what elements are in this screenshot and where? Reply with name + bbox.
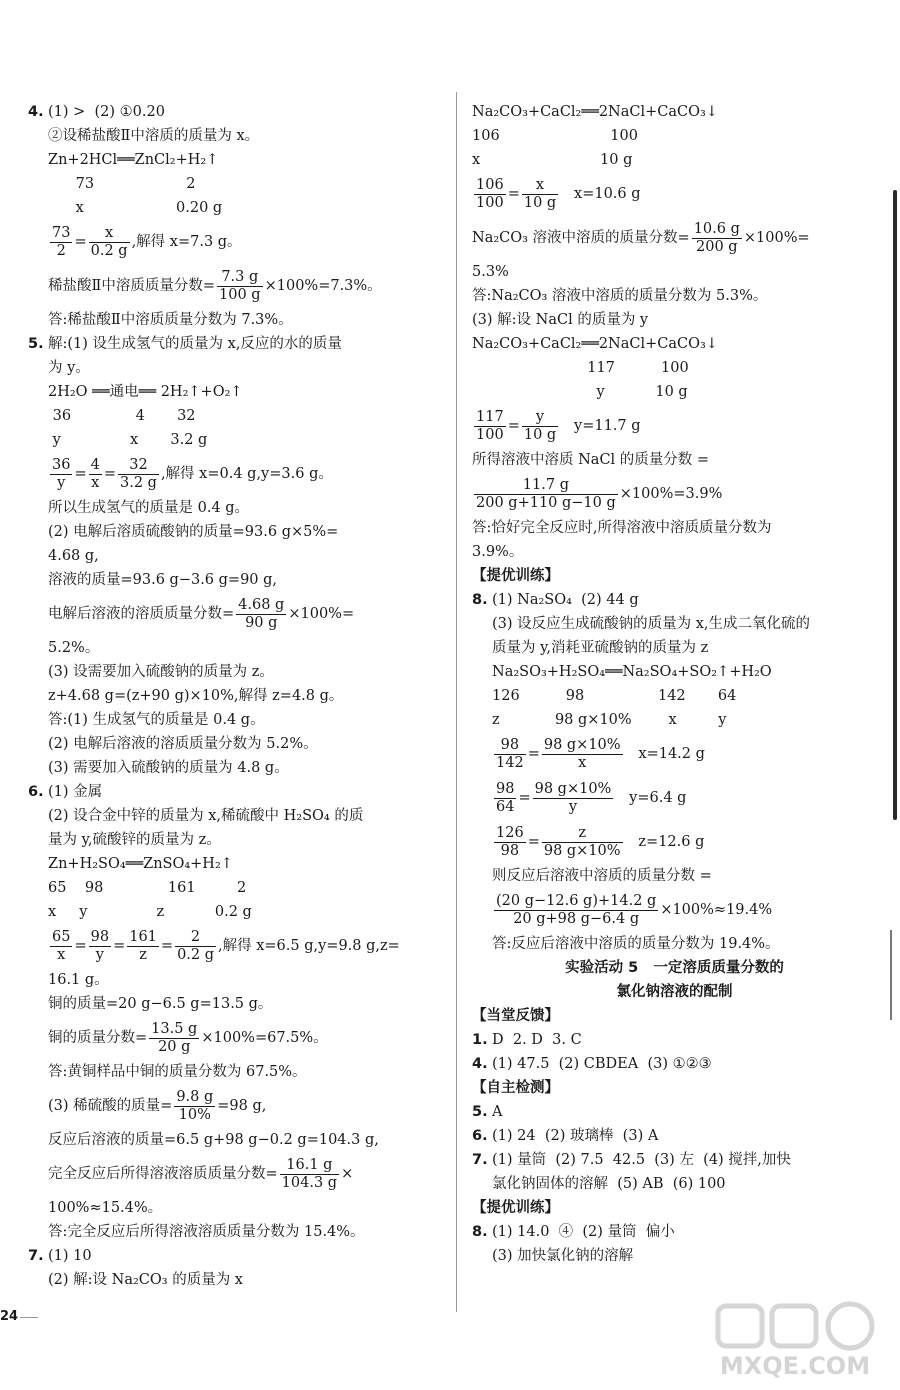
answer-line	[472, 732, 877, 776]
left-answer-column	[28, 100, 438, 1292]
answer-line	[472, 472, 877, 516]
fraction-denominator: 3.2 g	[120, 474, 157, 491]
line-text: x y z 0.2 g	[48, 904, 252, 920]
answer-line	[28, 100, 438, 124]
answer-line	[472, 260, 877, 284]
fraction-denominator: 0.2 g	[90, 242, 128, 259]
fraction-denominator: 104.3 g	[281, 1174, 338, 1191]
answer-line	[28, 660, 438, 684]
fraction-numerator: 4.68 g	[238, 596, 285, 613]
fraction-numerator: 117	[476, 408, 504, 425]
answer-line	[28, 124, 438, 148]
fraction	[280, 1157, 339, 1192]
answer-line	[472, 660, 877, 684]
line-text: 答:黄铜样品中铜的质量分数为 67.5%。	[48, 1064, 307, 1080]
line-text: 【当堂反馈】	[472, 1008, 559, 1024]
answer-line	[28, 732, 438, 756]
fraction-numerator: 98	[90, 928, 110, 945]
question-number: 7.	[472, 1152, 488, 1168]
answer-line	[472, 172, 877, 216]
fraction-denominator: 100	[476, 194, 504, 211]
fraction-numerator: 98	[494, 737, 526, 755]
fraction-numerator: z	[542, 825, 623, 843]
answer-line	[472, 612, 877, 636]
line-text: y=11.7 g	[560, 418, 641, 434]
line-text: 为 y。	[48, 360, 90, 376]
equals-sign: =	[518, 790, 531, 806]
answer-line	[472, 1196, 877, 1220]
line-text: x 0.20 g	[48, 200, 223, 216]
line-text: 则反应后溶液中溶质的质量分数 =	[492, 868, 712, 884]
line-prefix-text: 电解后溶液的溶质质量分数=	[48, 606, 235, 622]
answer-line	[28, 708, 438, 732]
answer-line	[28, 332, 438, 356]
binding-edge-mark-lower	[890, 930, 892, 1020]
line-text: ×100%=67.5%。	[201, 1030, 328, 1046]
fraction-numerator: 9.8 g	[176, 1088, 214, 1105]
question-number: 6.	[28, 784, 44, 800]
line-text: 解:(1) 设生成氢气的质量为 x,反应的水的质量	[48, 336, 342, 352]
answer-line	[472, 404, 877, 448]
line-text: y x 3.2 g	[48, 432, 208, 448]
line-text: (3) 设反应生成硫酸钠的质量为 x,生成二氧化硫的	[492, 616, 811, 632]
answer-line	[28, 992, 438, 1016]
fraction-numerator: 126	[496, 824, 524, 841]
line-text: A	[492, 1104, 503, 1120]
fraction-denominator: z	[139, 946, 147, 963]
line-text: 量为 y,硫酸锌的质量为 z。	[48, 832, 221, 848]
fraction	[542, 825, 623, 860]
answer-line	[28, 308, 438, 332]
fraction	[174, 1089, 215, 1124]
line-text: (3) 加快氯化钠的溶解	[492, 1248, 634, 1264]
line-text: 5.3%	[472, 264, 509, 280]
line-text: (3) 解:设 NaCl 的质量为 y	[472, 312, 649, 328]
question-number: 5.	[472, 1104, 488, 1120]
line-text: D 2. D 3. C	[492, 1032, 582, 1048]
fraction-denominator: 10 g	[523, 194, 557, 211]
answer-line	[28, 196, 438, 220]
line-text: 2H₂O ══通电══ 2H₂↑+O₂↑	[48, 384, 243, 400]
equals-sign: =	[103, 466, 116, 482]
fraction-denominator: 100	[476, 426, 504, 443]
line-text: Na₂CO₃+CaCl₂══2NaCl+CaCO₃↓	[472, 336, 718, 352]
line-text: 答:(1) 生成氢气的质量是 0.4 g。	[48, 712, 265, 728]
answer-line	[28, 1196, 438, 1220]
answer-line	[472, 980, 877, 1004]
watermark-text: MXQE.COM	[719, 1352, 871, 1380]
answer-line	[472, 1148, 877, 1172]
question-number: 7.	[28, 1248, 44, 1264]
line-text: x=10.6 g	[560, 186, 641, 202]
line-text: 氯化钠溶液的配制	[616, 984, 733, 1000]
fraction-denominator: y	[568, 798, 578, 815]
fraction-numerator: 10.6 g	[693, 220, 740, 237]
line-text: x 10 g	[472, 152, 633, 168]
line-text: z 98 g×10% x y	[492, 712, 727, 728]
fraction-denominator: x	[57, 946, 66, 963]
line-text: Zn+2HCl══ZnCl₂+H₂↑	[48, 152, 219, 168]
answer-line	[472, 308, 877, 332]
fraction-denominator: 2	[56, 242, 66, 259]
answer-line	[472, 684, 877, 708]
line-text: (3) 设需要加入硫酸钠的质量为 z。	[48, 664, 274, 680]
fraction-denominator: 200 g	[696, 238, 738, 255]
line-text: (1) > (2) ①0.20	[48, 104, 165, 120]
line-text: 117 100	[472, 360, 689, 376]
fraction	[542, 737, 623, 772]
fraction	[494, 893, 658, 928]
line-text: 16.1 g。	[48, 972, 109, 988]
answer-line	[28, 428, 438, 452]
answer-line	[472, 448, 877, 472]
answer-line	[472, 1244, 877, 1268]
line-text: x=14.2 g	[624, 746, 705, 762]
fraction-denominator: y	[95, 946, 104, 963]
fraction	[494, 737, 526, 772]
page-number: 24	[0, 1309, 19, 1324]
line-text: 【提优训练】	[472, 568, 559, 584]
line-text: (2) 电解后溶质硫酸钠的质量=93.6 g×5%=	[48, 524, 339, 540]
answer-line	[472, 776, 877, 820]
equals-sign: =	[74, 234, 87, 250]
answer-line	[28, 568, 438, 592]
line-text: 实验活动 5 一定溶质质量分数的	[565, 960, 784, 976]
answer-line	[472, 956, 877, 980]
line-text: (2) 设合金中锌的质量为 x,稀硫酸中 H₂SO₄ 的质	[48, 808, 364, 824]
fraction	[494, 781, 516, 816]
fraction	[522, 177, 558, 212]
answer-line	[472, 820, 877, 864]
line-text: 铜的质量=20 g−6.5 g=13.5 g。	[48, 996, 273, 1012]
line-text: (1) 24 (2) 玻璃棒 (3) A	[492, 1128, 659, 1144]
fraction-numerator: 16.1 g	[280, 1157, 339, 1175]
answer-line	[28, 968, 438, 992]
question-number: 8.	[472, 592, 488, 608]
fraction	[50, 457, 72, 492]
line-text: z=12.6 g	[624, 834, 705, 850]
line-text: 【提优训练】	[472, 1200, 559, 1216]
answer-line	[472, 284, 877, 308]
line-text: 100%≈15.4%。	[48, 1200, 163, 1216]
fraction	[50, 225, 72, 260]
answer-line	[472, 708, 877, 732]
fraction-denominator: 20 g+98 g−6.4 g	[513, 910, 640, 927]
fraction-numerator: (20 g−12.6 g)+14.2 g	[496, 892, 657, 909]
line-text: 答:完全反应后所得溶液溶质质量分数为 15.4%。	[48, 1224, 365, 1240]
answer-line	[472, 1076, 877, 1100]
line-text: 答:Na₂CO₃ 溶液中溶质的质量分数为 5.3%。	[472, 288, 768, 304]
answer-line	[28, 172, 438, 196]
answer-line	[472, 540, 877, 564]
question-number: 5.	[28, 336, 44, 352]
equals-sign: =	[160, 938, 174, 954]
line-text: z+4.68 g=(z+90 g)×10%,解得 z=4.8 g。	[48, 688, 344, 704]
answer-line	[472, 100, 877, 124]
fraction	[118, 457, 159, 492]
fraction-denominator: 200 g+110 g−10 g	[476, 494, 616, 511]
answer-line	[472, 1124, 877, 1148]
fraction-denominator: 64	[496, 798, 515, 815]
line-text: =98 g,	[217, 1098, 267, 1114]
equals-sign: =	[527, 834, 540, 850]
line-text: Zn+H₂SO₄══ZnSO₄+H₂↑	[48, 856, 233, 872]
equals-sign: =	[74, 466, 87, 482]
answer-line	[472, 888, 877, 932]
fraction-denominator: y	[57, 474, 66, 491]
answer-line	[28, 1128, 438, 1152]
fraction	[89, 929, 111, 964]
line-text: 5.2%。	[48, 640, 100, 656]
answer-line	[472, 564, 877, 588]
answer-line	[28, 1268, 438, 1292]
line-text: (1) 金属	[48, 784, 103, 800]
answer-line	[28, 148, 438, 172]
fraction-numerator: 13.5 g	[151, 1020, 198, 1037]
fraction	[474, 477, 618, 512]
answer-line	[28, 780, 438, 804]
fraction	[89, 457, 102, 492]
watermark-logo	[700, 1300, 890, 1386]
fraction	[522, 409, 558, 444]
answer-line	[28, 1152, 438, 1196]
answer-line	[472, 1172, 877, 1196]
fraction-numerator: 98 g×10%	[534, 780, 612, 797]
answer-line	[28, 356, 438, 380]
fraction-numerator: 2	[175, 929, 216, 947]
line-text: 所得溶液中溶质 NaCl 的质量分数 =	[472, 452, 710, 468]
answer-line	[472, 516, 877, 540]
answer-line	[28, 900, 438, 924]
answer-line	[28, 852, 438, 876]
fraction	[175, 929, 216, 964]
answer-line	[472, 636, 877, 660]
line-text: ×100%=3.9%	[619, 486, 723, 502]
answer-line	[472, 1028, 877, 1052]
fraction-denominator: x	[91, 474, 100, 491]
line-text: 3.9%。	[472, 544, 524, 560]
fraction	[127, 929, 159, 964]
line-prefix-text: (3) 稀硫酸的质量=	[48, 1098, 173, 1114]
fraction-numerator: 98 g×10%	[543, 736, 621, 753]
fraction-denominator: 0.2 g	[177, 946, 215, 963]
equals-sign: =	[527, 746, 540, 762]
binding-edge-mark	[893, 190, 897, 820]
fraction-numerator: y	[522, 409, 558, 427]
line-text: (1) Na₂SO₄ (2) 44 g	[492, 592, 639, 608]
answer-line	[28, 876, 438, 900]
answer-line	[472, 1220, 877, 1244]
line-text: 答:反应后溶液中溶质的质量分数为 19.4%。	[492, 936, 780, 952]
fraction-denominator: 98 g×10%	[543, 842, 621, 859]
line-text: ,解得 x=6.5 g,y=9.8 g,z=	[218, 938, 400, 954]
line-text: 126 98 142 64	[492, 688, 737, 704]
fraction-numerator: 11.7 g	[474, 477, 618, 495]
fraction-denominator: 90 g	[245, 614, 278, 631]
answer-line	[28, 1060, 438, 1084]
answer-line	[472, 1004, 877, 1028]
fraction	[533, 781, 614, 816]
line-text: ×	[341, 1166, 354, 1182]
answer-line	[472, 1100, 877, 1124]
fraction-denominator: 20 g	[158, 1038, 191, 1055]
line-text: 所以生成氢气的质量是 0.4 g。	[48, 500, 250, 516]
line-text: (1) 14.0 ④ (2) 量筒 偏小	[492, 1224, 675, 1240]
fraction	[217, 269, 263, 304]
line-text: y=6.4 g	[615, 790, 687, 806]
fraction-denominator: x	[578, 754, 587, 771]
fraction-numerator: 161	[129, 928, 157, 945]
answer-line	[472, 932, 877, 956]
question-number: 6.	[472, 1128, 488, 1144]
line-text: ×100%=	[288, 606, 355, 622]
question-number: 8.	[472, 1224, 488, 1240]
line-text: 36 4 32	[48, 408, 196, 424]
fraction-numerator: 4	[90, 456, 100, 473]
answer-line	[28, 1220, 438, 1244]
fraction-denominator: 10%	[178, 1106, 211, 1123]
fraction-numerator: 36	[52, 456, 71, 473]
right-answer-column	[472, 100, 877, 1268]
answer-line	[28, 1016, 438, 1060]
line-text: 106 100	[472, 128, 638, 144]
fraction-numerator: x	[522, 177, 558, 195]
equals-sign: =	[507, 418, 520, 434]
answer-line	[28, 520, 438, 544]
line-text: 氯化钠固体的溶解 (5) AB (6) 100	[492, 1176, 726, 1192]
line-text: 答:恰好完全反应时,所得溶液中溶质质量分数为	[472, 520, 772, 536]
line-prefix-text: Na₂CO₃ 溶液中溶质的质量分数=	[472, 230, 690, 246]
answer-line	[28, 1244, 438, 1268]
line-text: y 10 g	[472, 384, 688, 400]
answer-line	[28, 636, 438, 660]
line-text: 溶液的质量=93.6 g−3.6 g=90 g,	[48, 572, 278, 588]
fraction-numerator: 65	[52, 928, 71, 945]
fraction-denominator: 142	[496, 754, 524, 771]
answer-line	[472, 1052, 877, 1076]
fraction-numerator: 106	[476, 176, 504, 193]
fraction	[692, 221, 742, 256]
answer-line	[28, 264, 438, 308]
column-divider	[456, 92, 457, 1312]
fraction-numerator: 32	[118, 457, 159, 475]
equals-sign: =	[113, 938, 126, 954]
line-text: (3) 需要加入硫酸钠的质量为 4.8 g。	[48, 760, 289, 776]
answer-line	[28, 684, 438, 708]
answer-line	[472, 588, 877, 612]
answer-line	[28, 404, 438, 428]
line-text: ,解得 x=0.4 g,y=3.6 g。	[160, 466, 333, 482]
line-text: ×100%≈19.4%	[660, 902, 773, 918]
line-text: ②设稀盐酸Ⅱ中溶质的质量为 x。	[48, 128, 260, 144]
answer-line	[28, 924, 438, 968]
equals-sign: =	[74, 938, 87, 954]
line-prefix-text: 完全反应后所得溶液溶质质量分数=	[48, 1166, 278, 1182]
answer-line	[472, 380, 877, 404]
page-number-rule	[20, 1317, 38, 1318]
line-text: ×100%=7.3%。	[264, 278, 382, 294]
line-prefix-text: 铜的质量分数=	[48, 1030, 148, 1046]
fraction-numerator: 7.3 g	[217, 269, 263, 287]
line-text: (1) 量筒 (2) 7.5 42.5 (3) 左 (4) 搅拌,加快	[492, 1152, 791, 1168]
answer-line	[28, 756, 438, 780]
fraction-denominator: 98	[500, 842, 520, 859]
answer-line	[28, 452, 438, 496]
line-prefix-text: 稀盐酸Ⅱ中溶质质量分数=	[48, 278, 216, 294]
fraction	[149, 1021, 199, 1056]
line-text: Na₂CO₃+CaCl₂══2NaCl+CaCO₃↓	[472, 104, 718, 120]
fraction	[474, 409, 506, 444]
fraction	[494, 825, 526, 860]
question-number: 4.	[28, 104, 44, 120]
answer-line	[472, 148, 877, 172]
line-text: 反应后溶液的质量=6.5 g+98 g−0.2 g=104.3 g,	[48, 1132, 379, 1148]
answer-line	[28, 544, 438, 568]
line-text: (2) 解:设 Na₂CO₃ 的质量为 x	[48, 1272, 243, 1288]
answer-line	[28, 828, 438, 852]
fraction-numerator: 73	[52, 224, 71, 241]
fraction-numerator: 98	[496, 780, 515, 797]
answer-line	[472, 124, 877, 148]
line-text: 质量为 y,消耗亚硫酸钠的质量为 z	[492, 640, 709, 656]
answer-line	[28, 804, 438, 828]
line-text: (1) 10	[48, 1248, 92, 1264]
fraction	[236, 597, 286, 632]
fraction	[89, 225, 130, 260]
line-text: 65 98 161 2	[48, 880, 247, 896]
fraction-numerator: x	[89, 225, 130, 243]
answer-line	[28, 1084, 438, 1128]
line-text: 4.68 g,	[48, 548, 99, 564]
line-text: ×100%=	[743, 230, 810, 246]
question-number: 4.	[472, 1056, 488, 1072]
answer-line	[28, 380, 438, 404]
line-text: ,解得 x=7.3 g。	[131, 234, 242, 250]
fraction	[50, 929, 72, 964]
equals-sign: =	[507, 186, 520, 202]
answer-line	[472, 864, 877, 888]
fraction-denominator: 100 g	[219, 286, 261, 303]
answer-line	[28, 592, 438, 636]
fraction	[474, 177, 506, 212]
line-text: (1) 47.5 (2) CBDEA (3) ①②③	[492, 1056, 712, 1072]
answer-line	[472, 356, 877, 380]
answer-line	[28, 496, 438, 520]
line-text: 73 2	[48, 176, 196, 192]
line-text: 答:稀盐酸Ⅱ中溶质质量分数为 7.3%。	[48, 312, 293, 328]
question-number: 1.	[472, 1032, 488, 1048]
answer-line	[28, 220, 438, 264]
line-text: Na₂SO₃+H₂SO₄══Na₂SO₄+SO₂↑+H₂O	[492, 664, 772, 680]
answer-line	[472, 332, 877, 356]
line-text: (2) 电解后溶液的溶质质量分数为 5.2%。	[48, 736, 318, 752]
answer-line	[472, 216, 877, 260]
line-text: 【自主检测】	[472, 1080, 559, 1096]
fraction-denominator: 10 g	[523, 426, 557, 443]
